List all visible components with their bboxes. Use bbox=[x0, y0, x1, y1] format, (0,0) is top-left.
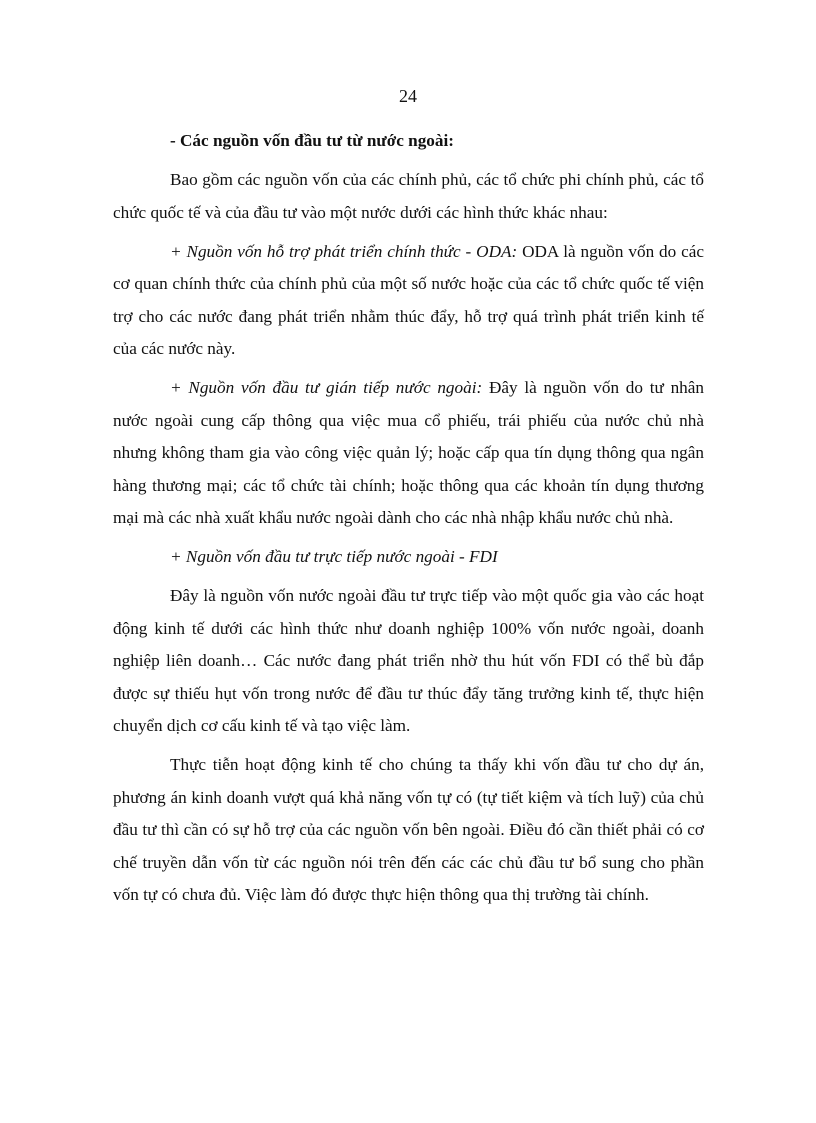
oda-label: + Nguồn vốn hỗ trợ phát triển chính thức - ODA: bbox=[170, 241, 518, 261]
fdi-label: + Nguồn vốn đầu tư trực tiếp nước ngoài - FDI bbox=[170, 547, 498, 566]
conclusion-paragraph: Thực tiễn hoạt động kinh tế cho chúng ta thấy khi vốn đầu tư cho dự án, phương án kinh doanh vượt quá khả năng vốn tự có (tự tiết kiệm và tích luỹ) của chủ đầu tư thì cần có sự hỗ trợ của các nguồn vốn bên ngoài. Điều đó cần thiết phải có cơ chế truyền dẫn vốn từ các nguồn nói trên đến các các chủ đầu tư bổ sung cho phần vốn tự có chưa đủ. Việc làm đó được thực hiện thông qua thị trường tài chính. bbox=[113, 755, 704, 904]
indirect-investment-label: + Nguồn vốn đầu tư gián tiếp nước ngoài: bbox=[170, 378, 483, 397]
page-number: 24 bbox=[399, 86, 417, 106]
indirect-investment-text: Đây là nguồn vốn do tư nhân nước ngoài cung cấp thông qua việc mua cổ phiếu, trái phiếu của nước chủ nhà nhưng không tham gia vào công việc quản lý; hoặc cấp qua tín dụng thông qua ngân hàng thương mại; các tổ chức tài chính; hoặc thông qua các khoản tín dụng thương mại mà các nhà xuất khẩu nước ngoài dành cho các nhà nhập khẩu nước chủ nhà. bbox=[113, 378, 704, 527]
section-heading: - Các nguồn vốn đầu tư từ nước ngoài: bbox=[170, 131, 454, 150]
oda-paragraph bbox=[113, 236, 704, 366]
fdi-paragraph: Đây là nguồn vốn nước ngoài đầu tư trực tiếp vào một quốc gia vào các hoạt động kinh tế dưới các hình thức như doanh nghiệp 100% vốn nước ngoài, doanh nghiệp liên doanh… Các nước đang phát triển nhờ thu hút vốn FDI có thể bù đắp được sự thiếu hụt vốn trong nước để đầu tư thúc đẩy tăng trưởng kinh tế, thực hiện chuyển dịch cơ cấu kinh tế và tạo việc làm. bbox=[113, 586, 704, 735]
document-body bbox=[113, 125, 704, 918]
intro-paragraph: Bao gồm các nguồn vốn của các chính phủ, các tổ chức phi chính phủ, các tổ chức quốc tế và của đầu tư vào một nước dưới các hình thức khác nhau: bbox=[113, 170, 704, 222]
indirect-investment-paragraph bbox=[113, 372, 704, 535]
oda-text: ODA là nguồn vốn do các cơ quan chính thức của chính phủ của một số nước hoặc của các tổ chức quốc tế viện trợ cho các nước đang phát triển nhằm thúc đẩy, hỗ trợ quá trình phát triển kinh tế của các nước này. bbox=[113, 241, 704, 358]
